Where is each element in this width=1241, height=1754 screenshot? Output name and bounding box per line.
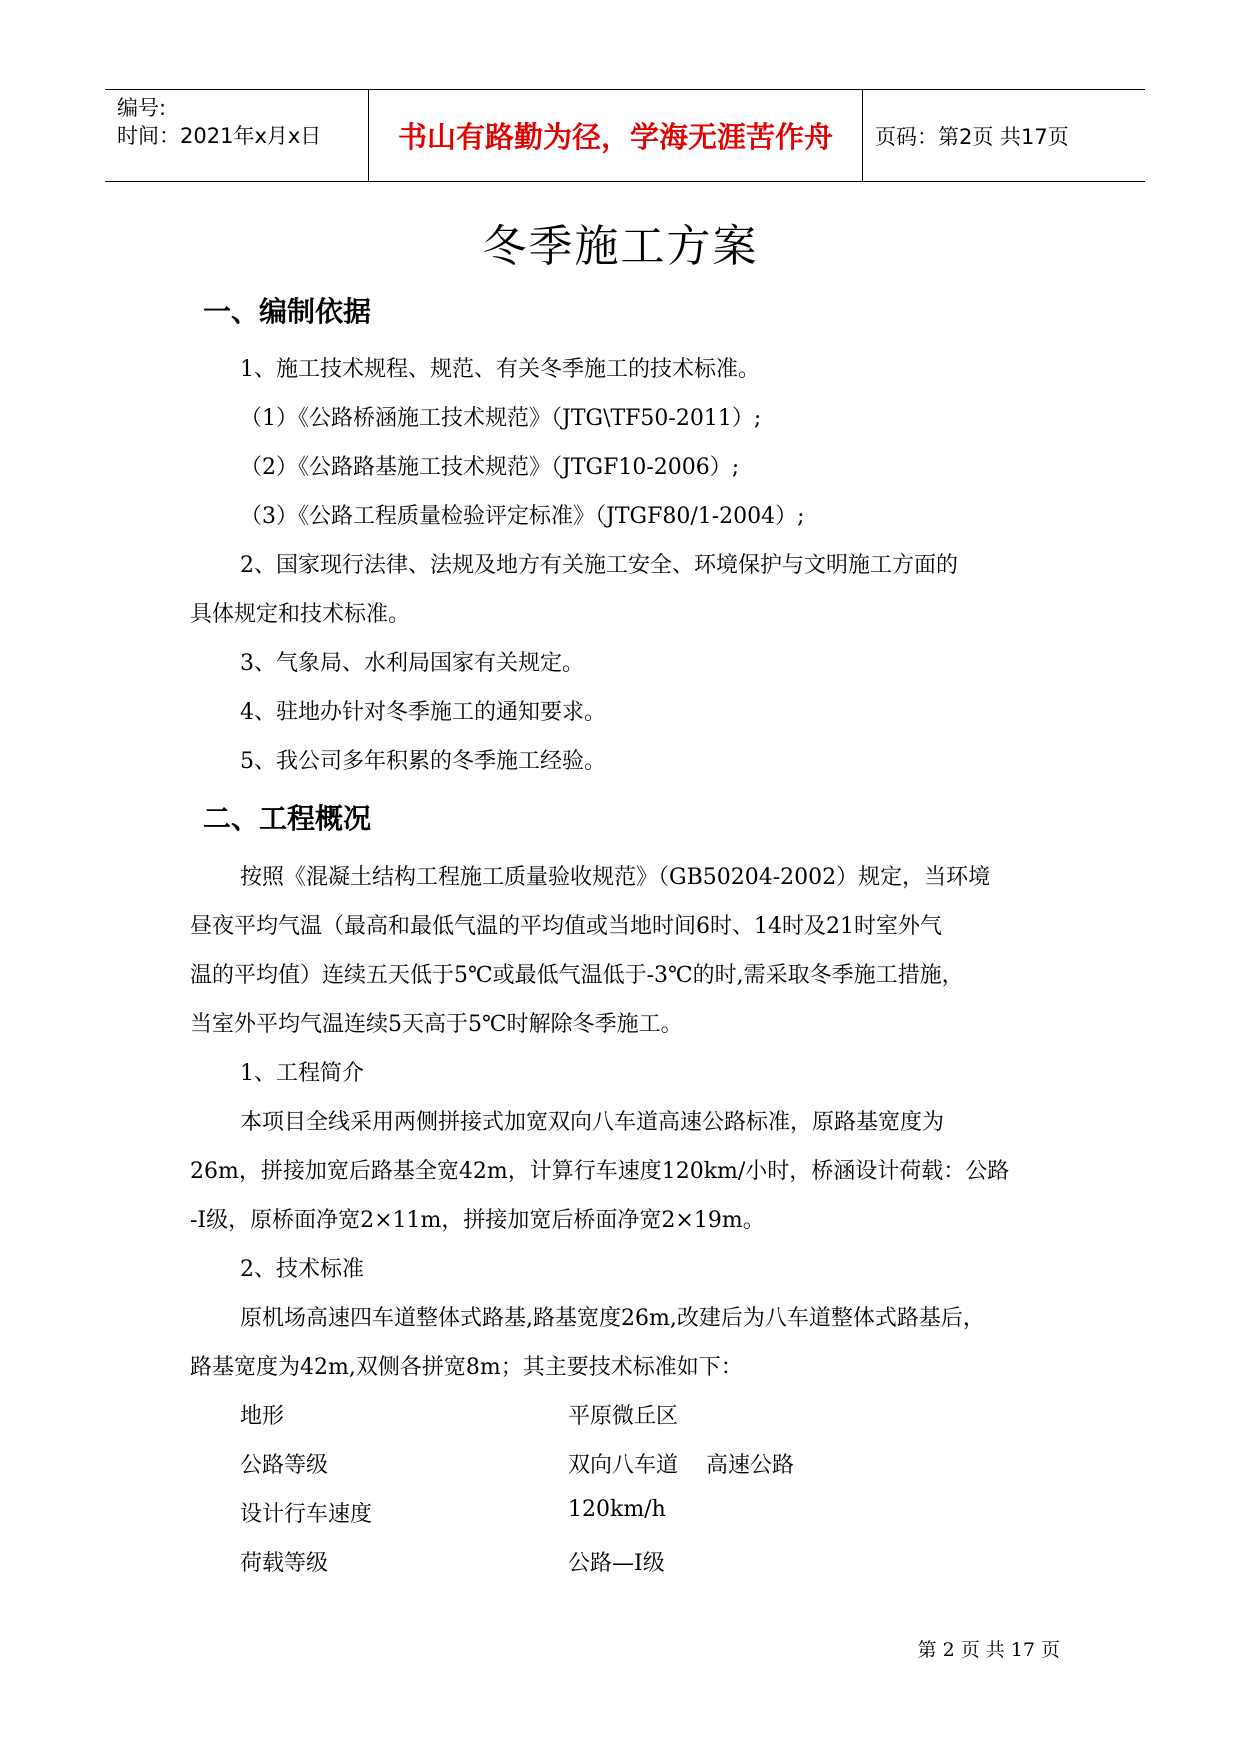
- header-motto: 书山有路勤为径，学海无涯苦作舟: [369, 90, 863, 181]
- basis-item: （3）《公路工程质量检验评定标准》（JTGF80/1-2004）;: [240, 504, 805, 529]
- header-code-label: 编号:: [117, 96, 167, 120]
- standard-key: 地形: [240, 1404, 285, 1429]
- basis-item: 具体规定和技术标准。: [190, 602, 411, 627]
- basis-item: （2）《公路路基施工技术规范》（JTGF10-2006）;: [240, 455, 740, 480]
- section-heading-basis: 一、编制依据: [203, 295, 372, 328]
- standard-value: 120km/h: [568, 1497, 666, 1522]
- header-time: 时间：2021年x月x日: [117, 124, 322, 148]
- standard-value: 公路—Ⅰ级: [568, 1551, 665, 1576]
- overview-line: 26m，拼接加宽后路基全宽42m，计算行车速度120km/小时，桥涵设计荷载：公路: [190, 1159, 1010, 1184]
- basis-item: 5、我公司多年积累的冬季施工经验。: [240, 749, 606, 774]
- overview-line: 原机场高速四车道整体式路基,路基宽度26m,改建后为八车道整体式路基后，: [240, 1306, 985, 1331]
- document-title: 冬季施工方案: [482, 221, 759, 272]
- standard-value: 双向八车道 高速公路: [568, 1453, 794, 1478]
- section-heading-overview: 二、工程概况: [203, 802, 372, 835]
- overview-line: 2、技术标准: [240, 1257, 364, 1282]
- basis-item: （1）《公路桥涵施工技术规范》（JTG\TF50-2011）;: [240, 406, 762, 431]
- header-meta: [105, 90, 369, 181]
- overview-line: 按照《混凝土结构工程施工质量验收规范》（GB50204-2002）规定，当环境: [240, 865, 991, 890]
- standard-value: 平原微丘区: [568, 1404, 679, 1429]
- basis-item: 4、驻地办针对冬季施工的通知要求。: [240, 700, 606, 725]
- standard-key: 设计行车速度: [240, 1502, 373, 1527]
- overview-line: 本项目全线采用两侧拼接式加宽双向八车道高速公路标准，原路基宽度为: [240, 1110, 945, 1135]
- basis-item: 2、国家现行法律、法规及地方有关施工安全、环境保护与文明施工方面的: [240, 553, 958, 578]
- standard-key: 公路等级: [240, 1453, 329, 1478]
- header-page-info: 页码：第2页 共17页: [875, 124, 1069, 149]
- standard-key: 荷载等级: [240, 1551, 329, 1576]
- overview-line: -I级，原桥面净宽2×11m，拼接加宽后桥面净宽2×19m。: [190, 1208, 765, 1233]
- overview-line: 温的平均值）连续五天低于5℃或最低气温低于-3℃的时,需采取冬季施工措施，: [190, 963, 964, 988]
- page-footer: 第 2 页 共 17 页: [917, 1639, 1060, 1661]
- basis-item: 3、气象局、水利局国家有关规定。: [240, 651, 584, 676]
- page-header: [105, 89, 1145, 182]
- basis-item: 1、施工技术规程、规范、有关冬季施工的技术标准。: [240, 357, 760, 382]
- overview-line: 昼夜平均气温（最高和最低气温的平均值或当地时间6时、14时及21时室外气: [190, 914, 942, 939]
- overview-line: 1、工程简介: [240, 1061, 364, 1086]
- overview-line: 当室外平均气温连续5天高于5℃时解除冬季施工。: [190, 1012, 683, 1037]
- overview-line: 路基宽度为42m,双侧各拼宽8m；其主要技术标准如下：: [190, 1355, 743, 1380]
